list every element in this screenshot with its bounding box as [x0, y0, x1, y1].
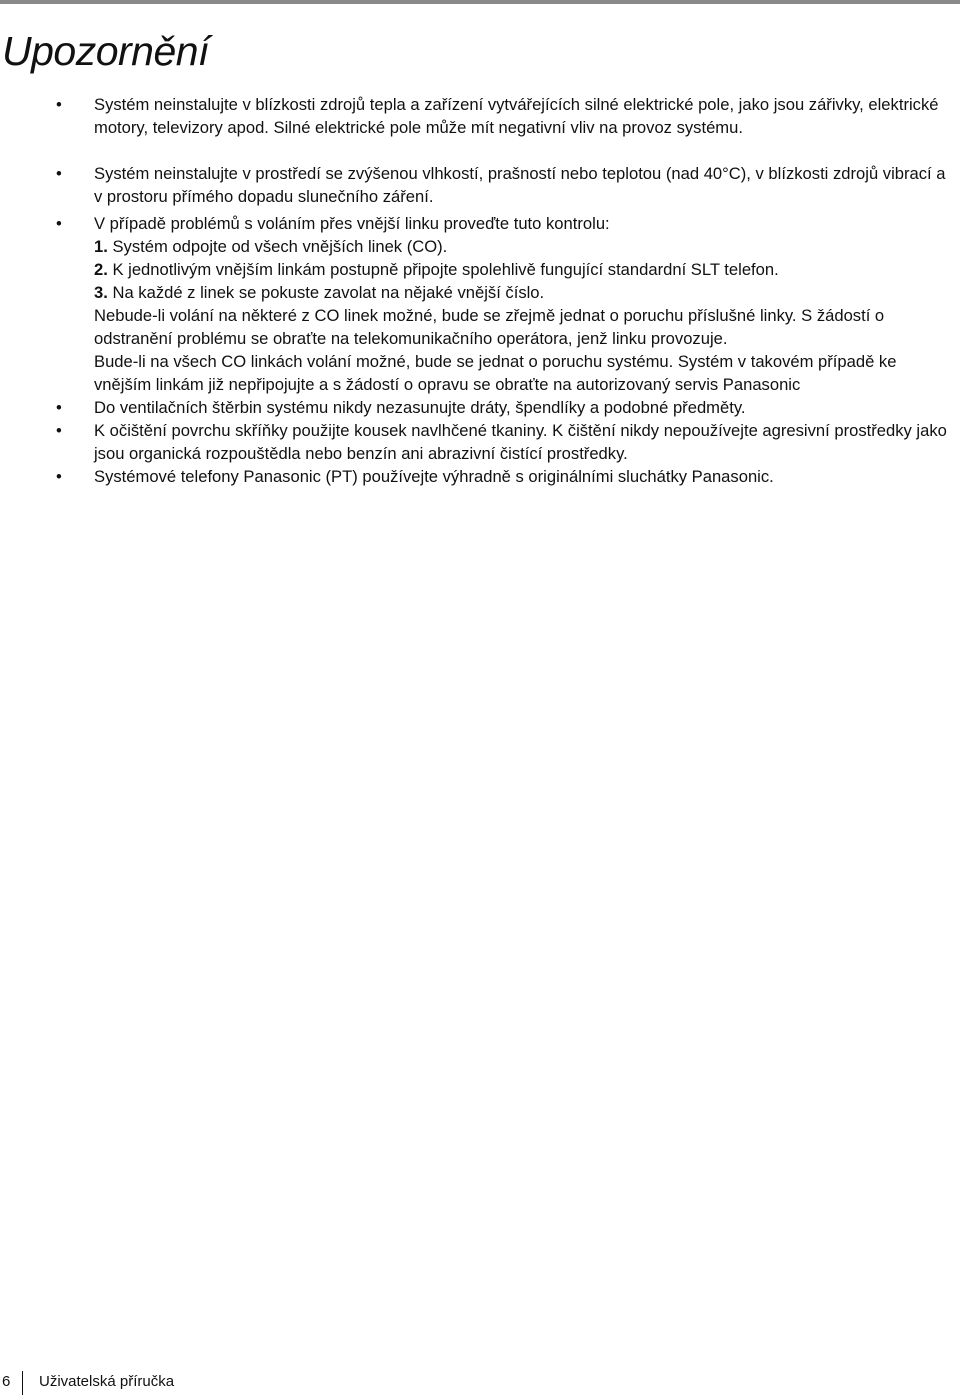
troubleshooting-note: Bude-li na všech CO linkách volání možné, bude se jednat o poruchu systému. Systém v takovém případě ke vnějším linkám již nepřipojujte a s žádostí o opravu se obraťte na autorizovaný servis Panasonic [94, 352, 897, 394]
step-text: Systém odpojte od všech vnějších linek (CO). [112, 237, 448, 256]
bullet-icon: • [56, 95, 62, 114]
troubleshooting-intro: V případě problémů s voláním přes vnější linku proveďte tuto kontrolu: [94, 214, 610, 233]
top-rule [0, 0, 960, 4]
step-number: 3. [94, 283, 108, 302]
step-number: 2. [94, 260, 108, 279]
step-text: Na každé z linek se pokuste zavolat na nějaké vnější číslo. [112, 283, 545, 302]
list-item-text: Systémové telefony Panasonic (PT) používejte výhradně s originálními sluchátky Panasonic. [94, 467, 774, 486]
list-item [0, 396, 960, 419]
footer-divider [22, 1371, 23, 1395]
step-text: K jednotlivým vnějším linkám postupně připojte spolehlivě fungující standardní SLT telefon. [112, 260, 779, 279]
list-item-text: Systém neinstalujte v prostředí se zvýšenou vlhkostí, prašností nebo teplotou (nad 40°C), v blízkosti zdrojů vibrací a v prostoru přímého dopadu slunečního záření. [94, 164, 946, 206]
page-number: 6 [2, 1373, 11, 1390]
footer-label: Uživatelská příručka [39, 1373, 175, 1390]
list-item-text: Systém neinstalujte v blízkosti zdrojů tepla a zařízení vytvářejících silné elektrické pole, jako jsou zářivky, elektrické motory, televizory apod. Silné elektrické pole může mít negativní vliv na provoz systému. [94, 95, 939, 137]
bullet-icon: • [56, 214, 62, 233]
bullet-icon: • [56, 398, 62, 417]
troubleshooting-note: Nebude-li volání na některé z CO linek možné, bude se zřejmě jednat o poruchu příslušné linky. S žádostí o odstranění problému se obraťte na telekomunikačního operátora, jenž linku provozuje. [94, 306, 885, 348]
list-item [0, 419, 960, 465]
step-item [94, 235, 952, 258]
bullet-icon: • [56, 467, 62, 486]
list-item [0, 162, 960, 208]
list-item-text: K očištění povrchu skříňky použijte kousek navlhčené tkaniny. K čištění nikdy nepoužívejte agresivní prostředky jako jsou organická rozpouštědla nebo benzín ani abrazivní čistící prostředky. [94, 421, 947, 463]
list-item [0, 465, 960, 488]
step-number: 1. [94, 237, 108, 256]
bullet-icon: • [56, 164, 62, 183]
bullet-icon: • [56, 421, 62, 440]
list-item-troubleshooting [0, 212, 960, 396]
caution-list [0, 93, 960, 488]
step-item [94, 281, 952, 304]
list-item-text: Do ventilačních štěrbin systému nikdy nezasunujte dráty, špendlíky a podobné předměty. [94, 398, 746, 417]
page-title: Upozornění [2, 28, 209, 74]
list-item [0, 93, 960, 139]
step-item [94, 258, 952, 281]
